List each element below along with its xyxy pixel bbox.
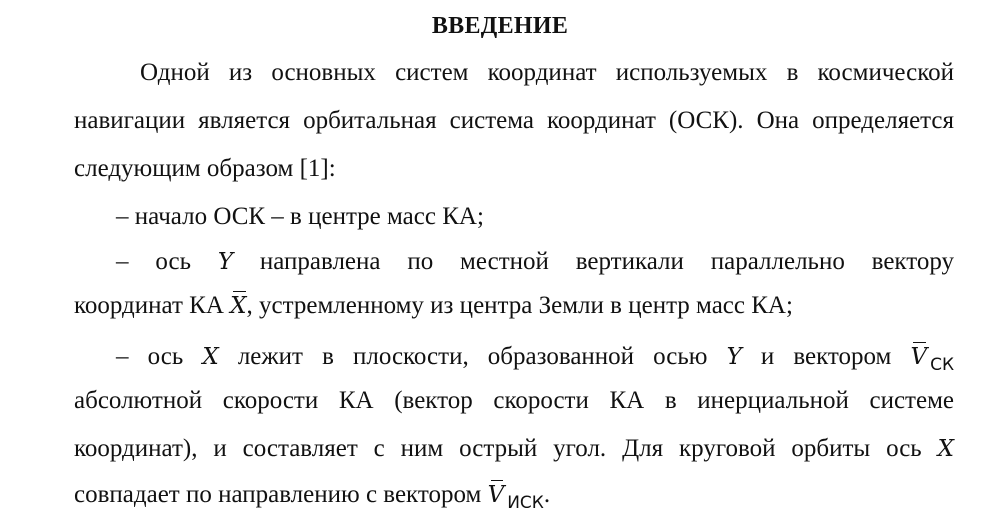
text-fragment: координат), и составляет с ним острый угол. Для круговой орбиты ось <box>74 435 922 462</box>
text-fragment: лежит в плоскости, образованной осью <box>237 343 708 370</box>
list-item-axis-y <box>116 245 954 279</box>
paragraph-line-9 <box>74 432 954 466</box>
math-variable-x: X <box>937 436 954 462</box>
paragraph-line-1: Одной из основных систем координат используемых в космической <box>140 59 954 86</box>
text-fragment: координат КА <box>74 292 224 319</box>
text-fragment: . <box>543 481 551 508</box>
text-fragment: совпадает по направлению с вектором <box>74 481 482 508</box>
math-vector-v: V <box>488 478 505 512</box>
list-item-axis-x <box>116 340 954 376</box>
list-item-origin: – начало ОСК – в центре масс КА; <box>116 203 484 230</box>
math-variable-y: Y <box>726 344 742 370</box>
paragraph-line-10 <box>74 478 954 514</box>
paragraph-line-6 <box>74 289 954 323</box>
text-fragment: , устремленному из центра Земли в центр масс КА; <box>246 292 793 319</box>
text-fragment: и вектором <box>760 343 892 370</box>
text-fragment: направлена по местной вертикали параллельно вектору <box>259 248 954 275</box>
subscript: ИСК <box>507 493 544 513</box>
math-vector-v-isk <box>487 481 544 513</box>
math-vector-v: V <box>910 340 927 374</box>
math-variable-x: X <box>202 344 219 370</box>
text-fragment: – ось <box>116 343 184 370</box>
math-variable-y: Y <box>217 249 233 275</box>
subscript: СК <box>930 355 955 375</box>
math-vector-v-sk <box>910 343 955 375</box>
section-heading: ВВЕДЕНИЕ <box>431 13 569 39</box>
text-fragment: – ось <box>116 248 191 275</box>
paragraph-line-8: абсолютной скорости КА (вектор скорости КА в инерциальной системе <box>74 387 954 414</box>
paragraph-line-3: следующим образом [1]: <box>74 155 336 182</box>
math-vector-x: X <box>230 289 246 323</box>
paragraph-line-2: навигации является орбитальная система координат (ОСК). Она определяется <box>74 107 954 134</box>
